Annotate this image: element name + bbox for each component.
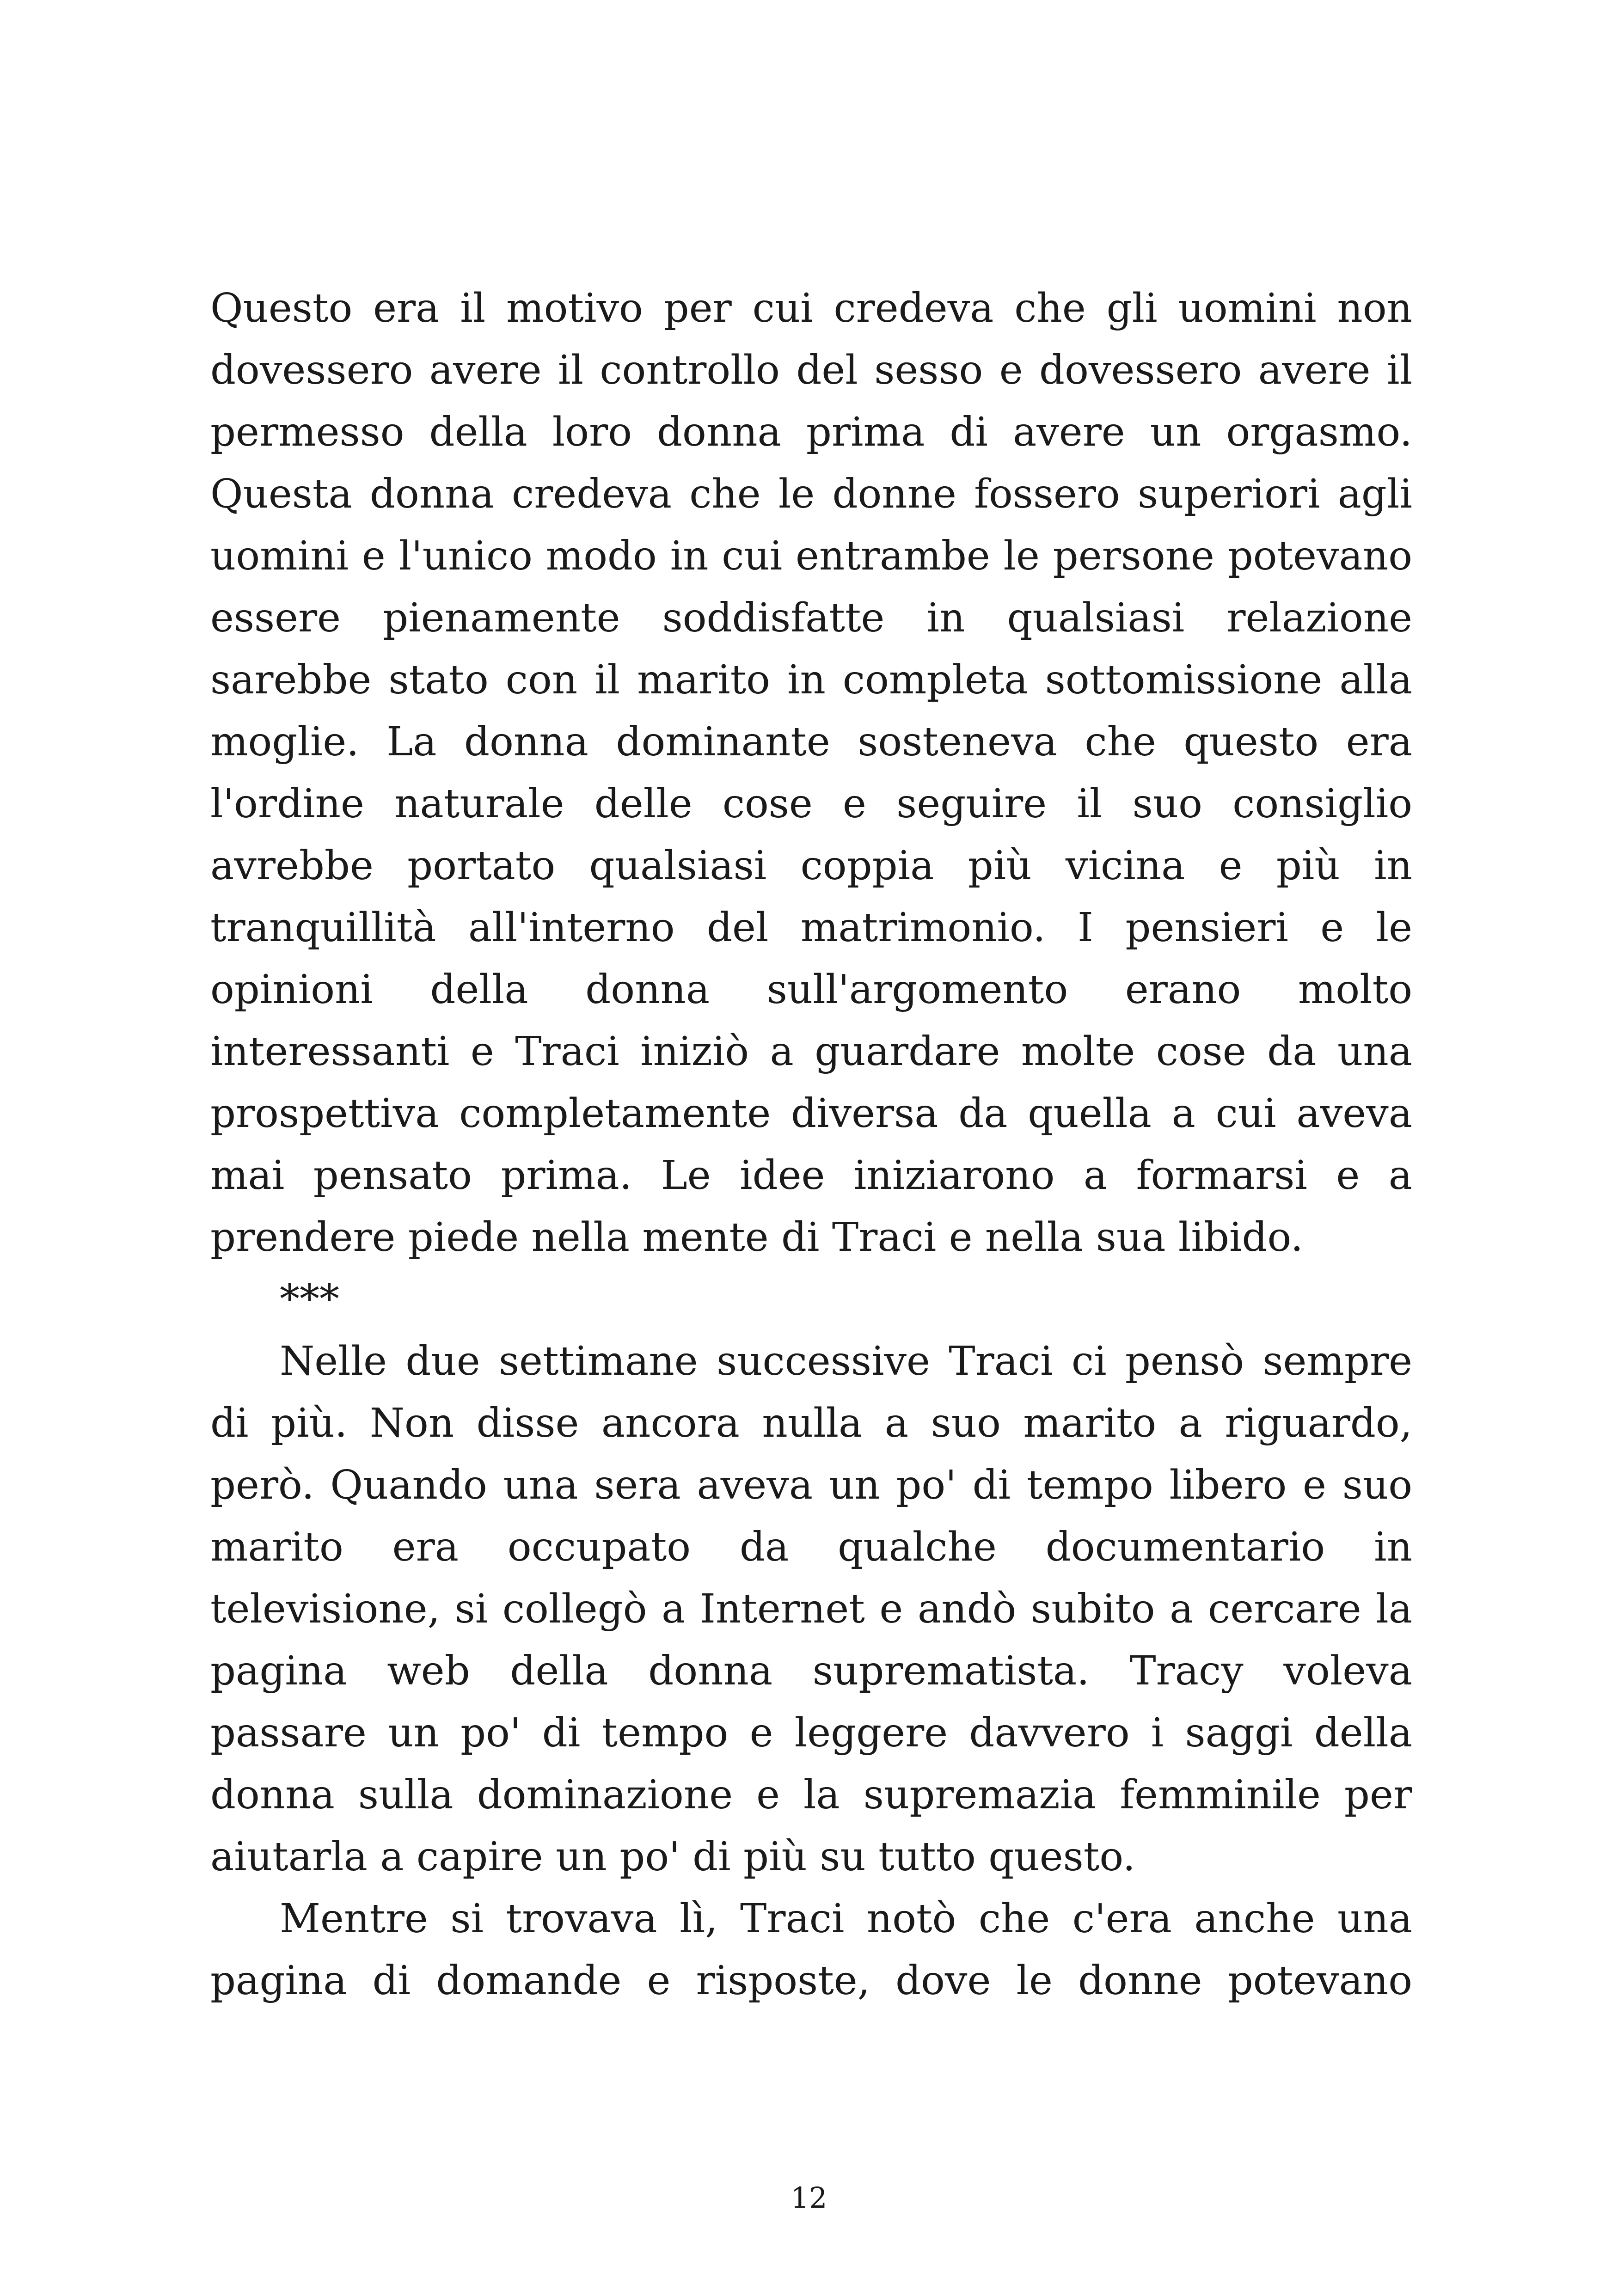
section-separator: *** xyxy=(280,1276,339,1322)
page-number: 12 xyxy=(791,2181,827,2215)
body-text xyxy=(210,277,1412,2012)
paragraph-3: Mentre si trovava lì, Traci notò che c'era anche una pagina di domande e risposte, dove le donne potevano xyxy=(210,1896,1412,2004)
paragraph-2: Nelle due settimane successive Traci ci pensò sempre di più. Non disse ancora nulla a suo marito a riguardo, però. Quando una sera aveva un po' di tempo libero e suo marito era occupato da qualche documentario in televisione, si collegò a Internet e andò subito a cercare la pagina web della donna suprematista. Tracy voleva passare un po' di tempo e leggere davvero i saggi della donna sulla dominazione e la supremazia femminile per aiutarla a capire un po' di più su tutto questo. xyxy=(210,1338,1412,1880)
paragraph-1: Questo era il motivo per cui credeva che gli uomini non dovessero avere il controllo del sesso e dovessero avere il permesso della loro donna prima di avere un orgasmo. Questa donna credeva che le donne fossero superiori agli uomini e l'unico modo in cui entrambe le persone potevano essere pienamente soddisfatte in qualsiasi relazione sarebbe stato con il marito in completa sottomissione alla moglie. La donna dominante sosteneva che questo era l'ordine naturale delle cose e seguire il suo consiglio avrebbe portato qualsiasi coppia più vicina e più in tranquillità all'interno del matrimonio. I pensieri e le opinioni della donna sull'argomento erano molto interessanti e Traci iniziò a guardare molte cose da una prospettiva completamente diversa da quella a cui aveva mai pensato prima. Le idee iniziarono a formarsi e a prendere piede nella mente di Traci e nella sua libido. xyxy=(210,285,1412,1261)
